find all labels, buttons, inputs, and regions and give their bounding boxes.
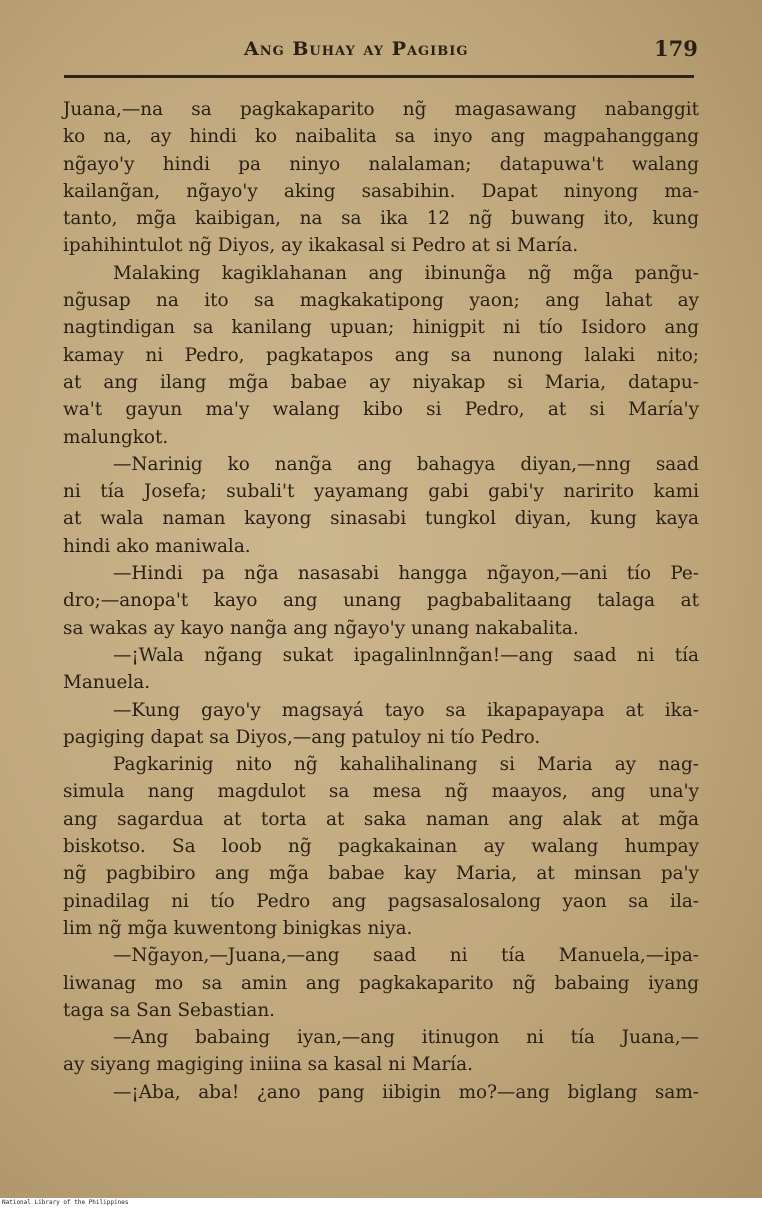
text-line: ng̃usap na ito sa magkakatipong yaon; ang lahat ay [63,290,699,312]
text-line: taga sa San Sebastian. [63,999,276,1021]
text-line: hindi ako maniwala. [63,535,251,557]
footer-credit: National Library of the Philippines [2,1199,129,1206]
text-line: kailang̃an, ng̃ayo'y aking sasabihin. Dapat ninyong ma- [63,180,699,202]
text-line: ay siyang magiging iniina sa kasal ni María. [63,1054,473,1076]
text-line: simula nang magdulot sa mesa ng̃ maayos, ang una'y [63,781,699,803]
text-line: dro;—anopa't kayo ang unang pagbabalitaang talaga at [63,590,699,612]
body-text [63,96,699,1106]
body-paragraphs [63,96,699,1106]
text-line: sa wakas ay kayo nang̃a ang ng̃ayo'y unang nakabalita. [63,617,579,639]
text-line: ng̃ayo'y hindi pa ninyo nalalaman; datapuwa't walang [63,153,699,175]
text-line: kamay ni Pedro, pagkatapos ang sa nunong lalaki nito; [63,344,699,366]
text-line: ipahihintulot ng̃ Diyos, ay ikakasal si Pedro at si María. [63,235,579,257]
text-line: ng̃ pagbibiro ang mg̃a babae kay Maria, at minsan pa'y [63,863,699,885]
text-line: at ang ilang mg̃a babae ay niyakap si Maria, datapu- [63,371,699,393]
text-line: at wala naman kayong sinasabi tungkol diyan, kung kaya [63,508,699,530]
text-line: ang sagardua at torta at saka naman ang alak at mg̃a [63,808,699,830]
header-rule [64,75,694,78]
page-number: 179 [654,36,698,61]
text-line: pinadilag ni tío Pedro ang pagsasalosalong yaon sa ila- [63,890,699,912]
text-line: ni tía Josefa; subali't yayamang gabi gabi'y naririto kami [63,481,699,503]
text-line: pagiging dapat sa Diyos,—ang patuloy ni tío Pedro. [63,726,541,748]
text-line: Malaking kagiklahanan ang ibinung̃a ng̃ mg̃a pang̃u- [113,262,699,284]
text-line: lim ng̃ mg̃a kuwentong binigkas niya. [63,917,413,939]
running-header-title: Ang Buhay ay Pagibig [244,38,469,60]
text-line: wa't gayun ma'y walang kibo si Pedro, at si María'y [63,399,699,421]
text-line: —Narinig ko nang̃a ang bahagya diyan,—nng saad [113,453,699,475]
text-line: —Kung gayo'y magsayá tayo sa ikapapayapa at ika- [113,699,699,721]
text-line: —Ang babaing iyan,—ang itinugon ni tía Juana,— [113,1027,699,1049]
text-line: malungkot. [63,426,169,448]
text-line: ko na, ay hindi ko naibalita sa inyo ang magpahanggang [63,126,699,148]
text-line: liwanag mo sa amin ang pagkakaparito ng̃ babaing iyang [63,972,699,994]
text-line: —Hindi pa ng̃a nasasabi hangga ng̃ayon,—ani tío Pe- [113,563,699,585]
text-line: Manuela. [63,672,151,694]
text-line: biskotso. Sa loob ng̃ pagkakainan ay walang humpay [63,836,699,858]
text-line: nagtindigan sa kanilang upuan; hinigpit ni tío Isidoro ang [63,317,699,339]
text-line: —¡Wala ng̃ang sukat ipagalinlnng̃an!—ang saad ni tía [113,644,699,666]
text-line: Juana,—na sa pagkakaparito ng̃ magasawang nabanggit [63,99,699,120]
text-line: —¡Aba, aba! ¿ano pang iibigin mo?—ang biglang sam- [113,1081,699,1103]
text-line: tanto, mg̃a kaibigan, na sa ika 12 ng̃ buwang ito, kung [63,208,699,230]
text-line: Pagkarinig nito ng̃ kahalihalinang si Maria ay nag- [113,754,699,776]
text-line: —Ng̃ayon,—Juana,—ang saad ni tía Manuela,—ipa- [113,945,699,967]
